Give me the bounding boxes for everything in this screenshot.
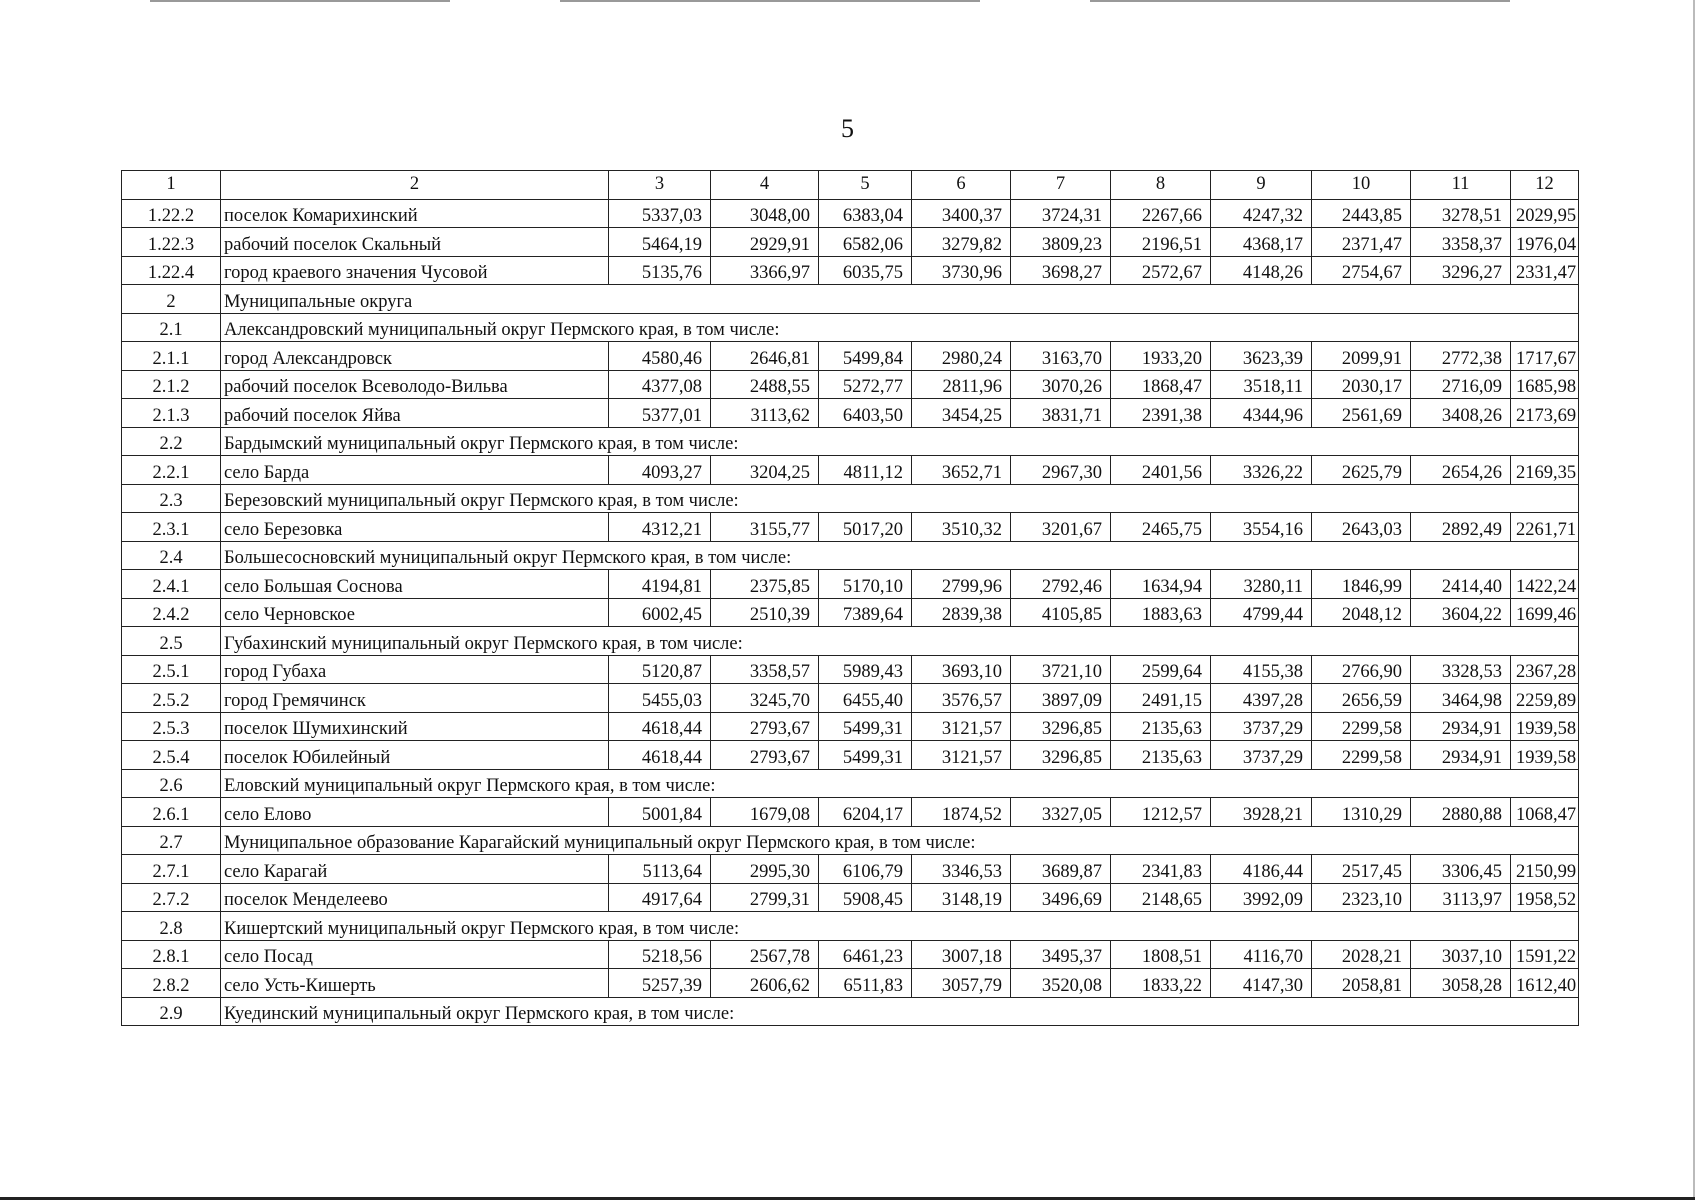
value-cell-col-8: 2465,75 bbox=[1111, 513, 1211, 542]
value-cell-col-6: 3400,37 bbox=[912, 199, 1011, 228]
value-cell-col-12: 2331,47 bbox=[1511, 256, 1579, 285]
table-body bbox=[122, 171, 1579, 1026]
value-cell-col-4: 3204,25 bbox=[711, 456, 819, 485]
table-row bbox=[122, 342, 1579, 371]
group-row bbox=[122, 427, 1579, 456]
value-cell-col-7: 3809,23 bbox=[1011, 228, 1111, 257]
header-cell: 8 bbox=[1111, 171, 1211, 200]
value-cell-col-11: 2772,38 bbox=[1411, 342, 1511, 371]
locality-name: село Елово bbox=[221, 798, 609, 827]
value-cell-col-7: 3327,05 bbox=[1011, 798, 1111, 827]
table-row bbox=[122, 855, 1579, 884]
group-title: Березовский муниципальный округ Пермского края, в том числе: bbox=[221, 484, 1579, 513]
value-cell-col-9: 3326,22 bbox=[1211, 456, 1312, 485]
value-cell-col-6: 3454,25 bbox=[912, 399, 1011, 428]
value-cell-col-8: 2196,51 bbox=[1111, 228, 1211, 257]
value-cell-col-7: 3689,87 bbox=[1011, 855, 1111, 884]
value-cell-col-9: 3737,29 bbox=[1211, 741, 1312, 770]
value-cell-col-12: 2367,28 bbox=[1511, 655, 1579, 684]
value-cell-col-12: 1685,98 bbox=[1511, 370, 1579, 399]
value-cell-col-5: 4811,12 bbox=[819, 456, 912, 485]
value-cell-col-7: 3831,71 bbox=[1011, 399, 1111, 428]
table-row bbox=[122, 370, 1579, 399]
value-cell-col-9: 4247,32 bbox=[1211, 199, 1312, 228]
group-title: Еловский муниципальный округ Пермского края, в том числе: bbox=[221, 769, 1579, 798]
value-cell-col-4: 2646,81 bbox=[711, 342, 819, 371]
value-cell-col-8: 2391,38 bbox=[1111, 399, 1211, 428]
group-row bbox=[122, 313, 1579, 342]
table-row bbox=[122, 798, 1579, 827]
value-cell-col-8: 2491,15 bbox=[1111, 684, 1211, 713]
group-row bbox=[122, 541, 1579, 570]
value-cell-col-8: 2135,63 bbox=[1111, 741, 1211, 770]
table-row bbox=[122, 684, 1579, 713]
value-cell-col-12: 2150,99 bbox=[1511, 855, 1579, 884]
value-cell-col-10: 2754,67 bbox=[1312, 256, 1411, 285]
value-cell-col-4: 3155,77 bbox=[711, 513, 819, 542]
table-row bbox=[122, 570, 1579, 599]
value-cell-col-11: 3278,51 bbox=[1411, 199, 1511, 228]
table-row bbox=[122, 228, 1579, 257]
tariff-table bbox=[121, 170, 1579, 1026]
row-code: 2.8.1 bbox=[122, 940, 221, 969]
header-cell: 1 bbox=[122, 171, 221, 200]
locality-name: село Большая Соснова bbox=[221, 570, 609, 599]
value-cell-col-9: 3737,29 bbox=[1211, 712, 1312, 741]
value-cell-col-7: 2792,46 bbox=[1011, 570, 1111, 599]
value-cell-col-12: 2259,89 bbox=[1511, 684, 1579, 713]
group-row bbox=[122, 627, 1579, 656]
value-cell-col-8: 1634,94 bbox=[1111, 570, 1211, 599]
value-cell-col-8: 1212,57 bbox=[1111, 798, 1211, 827]
value-cell-col-11: 2414,40 bbox=[1411, 570, 1511, 599]
locality-name: село Березовка bbox=[221, 513, 609, 542]
value-cell-col-8: 2267,66 bbox=[1111, 199, 1211, 228]
value-cell-col-3: 6002,45 bbox=[609, 598, 711, 627]
value-cell-col-8: 2135,63 bbox=[1111, 712, 1211, 741]
group-title: Муниципальное образование Карагайский муниципальный округ Пермского края, в том числе: bbox=[221, 826, 1579, 855]
group-row bbox=[122, 285, 1579, 314]
value-cell-col-11: 3037,10 bbox=[1411, 940, 1511, 969]
locality-name: село Черновское bbox=[221, 598, 609, 627]
row-code: 2.6 bbox=[122, 769, 221, 798]
value-cell-col-5: 5499,84 bbox=[819, 342, 912, 371]
value-cell-col-10: 2323,10 bbox=[1312, 883, 1411, 912]
value-cell-col-8: 2572,67 bbox=[1111, 256, 1211, 285]
value-cell-col-12: 1422,24 bbox=[1511, 570, 1579, 599]
value-cell-col-12: 1939,58 bbox=[1511, 712, 1579, 741]
group-row bbox=[122, 997, 1579, 1026]
value-cell-col-8: 1833,22 bbox=[1111, 969, 1211, 998]
value-cell-col-10: 1310,29 bbox=[1312, 798, 1411, 827]
value-cell-col-7: 3495,37 bbox=[1011, 940, 1111, 969]
row-code: 2.1.3 bbox=[122, 399, 221, 428]
locality-name: поселок Шумихинский bbox=[221, 712, 609, 741]
header-row bbox=[122, 171, 1579, 200]
value-cell-col-9: 3554,16 bbox=[1211, 513, 1312, 542]
value-cell-col-3: 5455,03 bbox=[609, 684, 711, 713]
header-cell: 6 bbox=[912, 171, 1011, 200]
value-cell-col-3: 4194,81 bbox=[609, 570, 711, 599]
value-cell-col-6: 3652,71 bbox=[912, 456, 1011, 485]
value-cell-col-10: 2371,47 bbox=[1312, 228, 1411, 257]
value-cell-col-5: 6403,50 bbox=[819, 399, 912, 428]
value-cell-col-12: 1939,58 bbox=[1511, 741, 1579, 770]
value-cell-col-3: 4093,27 bbox=[609, 456, 711, 485]
table-row bbox=[122, 598, 1579, 627]
value-cell-col-8: 2401,56 bbox=[1111, 456, 1211, 485]
value-cell-col-5: 6455,40 bbox=[819, 684, 912, 713]
table-row bbox=[122, 741, 1579, 770]
table-row bbox=[122, 399, 1579, 428]
locality-name: село Барда bbox=[221, 456, 609, 485]
value-cell-col-10: 2058,81 bbox=[1312, 969, 1411, 998]
header-cell: 12 bbox=[1511, 171, 1579, 200]
value-cell-col-5: 6511,83 bbox=[819, 969, 912, 998]
value-cell-col-6: 3121,57 bbox=[912, 741, 1011, 770]
value-cell-col-9: 4799,44 bbox=[1211, 598, 1312, 627]
locality-name: поселок Юбилейный bbox=[221, 741, 609, 770]
row-code: 2.6.1 bbox=[122, 798, 221, 827]
value-cell-col-3: 4580,46 bbox=[609, 342, 711, 371]
table-row bbox=[122, 940, 1579, 969]
value-cell-col-6: 3693,10 bbox=[912, 655, 1011, 684]
value-cell-col-10: 2625,79 bbox=[1312, 456, 1411, 485]
value-cell-col-5: 6204,17 bbox=[819, 798, 912, 827]
value-cell-col-12: 1591,22 bbox=[1511, 940, 1579, 969]
locality-name: село Карагай bbox=[221, 855, 609, 884]
value-cell-col-7: 3070,26 bbox=[1011, 370, 1111, 399]
value-cell-col-3: 5218,56 bbox=[609, 940, 711, 969]
value-cell-col-9: 4155,38 bbox=[1211, 655, 1312, 684]
value-cell-col-11: 2880,88 bbox=[1411, 798, 1511, 827]
row-code: 2.3 bbox=[122, 484, 221, 513]
value-cell-col-6: 3057,79 bbox=[912, 969, 1011, 998]
value-cell-col-11: 3464,98 bbox=[1411, 684, 1511, 713]
value-cell-col-12: 1068,47 bbox=[1511, 798, 1579, 827]
value-cell-col-4: 3366,97 bbox=[711, 256, 819, 285]
group-row bbox=[122, 484, 1579, 513]
value-cell-col-8: 1868,47 bbox=[1111, 370, 1211, 399]
value-cell-col-9: 3623,39 bbox=[1211, 342, 1312, 371]
value-cell-col-10: 2299,58 bbox=[1312, 712, 1411, 741]
locality-name: город краевого значения Чусовой bbox=[221, 256, 609, 285]
value-cell-col-3: 5377,01 bbox=[609, 399, 711, 428]
header-cell: 10 bbox=[1312, 171, 1411, 200]
value-cell-col-5: 5499,31 bbox=[819, 712, 912, 741]
group-title: Бардымский муниципальный округ Пермского края, в том числе: bbox=[221, 427, 1579, 456]
value-cell-col-4: 2793,67 bbox=[711, 741, 819, 770]
value-cell-col-10: 2766,90 bbox=[1312, 655, 1411, 684]
row-code: 2.7.2 bbox=[122, 883, 221, 912]
group-title: Куединский муниципальный округ Пермского края, в том числе: bbox=[221, 997, 1579, 1026]
value-cell-col-7: 3721,10 bbox=[1011, 655, 1111, 684]
value-cell-col-6: 3346,53 bbox=[912, 855, 1011, 884]
value-cell-col-11: 3358,37 bbox=[1411, 228, 1511, 257]
header-cell: 2 bbox=[221, 171, 609, 200]
group-title: Большесосновский муниципальный округ Пермского края, в том числе: bbox=[221, 541, 1579, 570]
locality-name: поселок Менделеево bbox=[221, 883, 609, 912]
value-cell-col-5: 5170,10 bbox=[819, 570, 912, 599]
value-cell-col-10: 2656,59 bbox=[1312, 684, 1411, 713]
value-cell-col-12: 1958,52 bbox=[1511, 883, 1579, 912]
value-cell-col-11: 2716,09 bbox=[1411, 370, 1511, 399]
value-cell-col-6: 3148,19 bbox=[912, 883, 1011, 912]
page-number: 5 bbox=[841, 114, 854, 143]
group-row bbox=[122, 826, 1579, 855]
value-cell-col-9: 4148,26 bbox=[1211, 256, 1312, 285]
value-cell-col-6: 2980,24 bbox=[912, 342, 1011, 371]
value-cell-col-3: 5337,03 bbox=[609, 199, 711, 228]
value-cell-col-3: 4917,64 bbox=[609, 883, 711, 912]
value-cell-col-12: 2169,35 bbox=[1511, 456, 1579, 485]
header-cell: 3 bbox=[609, 171, 711, 200]
value-cell-col-6: 2839,38 bbox=[912, 598, 1011, 627]
value-cell-col-6: 3279,82 bbox=[912, 228, 1011, 257]
value-cell-col-4: 1679,08 bbox=[711, 798, 819, 827]
scan-artifact bbox=[1090, 0, 1510, 2]
value-cell-col-7: 4105,85 bbox=[1011, 598, 1111, 627]
scan-artifact bbox=[150, 0, 450, 2]
table-row bbox=[122, 513, 1579, 542]
value-cell-col-7: 3496,69 bbox=[1011, 883, 1111, 912]
value-cell-col-10: 2030,17 bbox=[1312, 370, 1411, 399]
value-cell-col-4: 2488,55 bbox=[711, 370, 819, 399]
locality-name: город Александровск bbox=[221, 342, 609, 371]
value-cell-col-4: 2799,31 bbox=[711, 883, 819, 912]
value-cell-col-9: 3518,11 bbox=[1211, 370, 1312, 399]
header-cell: 5 bbox=[819, 171, 912, 200]
value-cell-col-7: 3163,70 bbox=[1011, 342, 1111, 371]
value-cell-col-8: 1808,51 bbox=[1111, 940, 1211, 969]
locality-name: село Посад bbox=[221, 940, 609, 969]
value-cell-col-11: 3604,22 bbox=[1411, 598, 1511, 627]
value-cell-col-4: 3048,00 bbox=[711, 199, 819, 228]
value-cell-col-8: 2599,64 bbox=[1111, 655, 1211, 684]
value-cell-col-4: 3113,62 bbox=[711, 399, 819, 428]
value-cell-col-5: 7389,64 bbox=[819, 598, 912, 627]
row-code: 1.22.4 bbox=[122, 256, 221, 285]
row-code: 2.5 bbox=[122, 627, 221, 656]
value-cell-col-3: 5120,87 bbox=[609, 655, 711, 684]
value-cell-col-6: 3007,18 bbox=[912, 940, 1011, 969]
value-cell-col-10: 2299,58 bbox=[1312, 741, 1411, 770]
row-code: 2.5.2 bbox=[122, 684, 221, 713]
value-cell-col-9: 4397,28 bbox=[1211, 684, 1312, 713]
value-cell-col-6: 3730,96 bbox=[912, 256, 1011, 285]
value-cell-col-8: 1883,63 bbox=[1111, 598, 1211, 627]
value-cell-col-6: 1874,52 bbox=[912, 798, 1011, 827]
value-cell-col-10: 2517,45 bbox=[1312, 855, 1411, 884]
value-cell-col-9: 4116,70 bbox=[1211, 940, 1312, 969]
value-cell-col-7: 2967,30 bbox=[1011, 456, 1111, 485]
value-cell-col-11: 3328,53 bbox=[1411, 655, 1511, 684]
row-code: 2.1.1 bbox=[122, 342, 221, 371]
group-title: Александровский муниципальный округ Пермского края, в том числе: bbox=[221, 313, 1579, 342]
value-cell-col-4: 2510,39 bbox=[711, 598, 819, 627]
scan-artifact bbox=[560, 0, 980, 2]
table-row bbox=[122, 969, 1579, 998]
value-cell-col-6: 2811,96 bbox=[912, 370, 1011, 399]
value-cell-col-9: 3992,09 bbox=[1211, 883, 1312, 912]
value-cell-col-5: 6035,75 bbox=[819, 256, 912, 285]
table-row bbox=[122, 456, 1579, 485]
row-code: 2.8.2 bbox=[122, 969, 221, 998]
value-cell-col-9: 4344,96 bbox=[1211, 399, 1312, 428]
value-cell-col-3: 4377,08 bbox=[609, 370, 711, 399]
value-cell-col-5: 5499,31 bbox=[819, 741, 912, 770]
value-cell-col-11: 2934,91 bbox=[1411, 712, 1511, 741]
value-cell-col-3: 5464,19 bbox=[609, 228, 711, 257]
value-cell-col-4: 3245,70 bbox=[711, 684, 819, 713]
value-cell-col-5: 5017,20 bbox=[819, 513, 912, 542]
value-cell-col-3: 5113,64 bbox=[609, 855, 711, 884]
value-cell-col-12: 2173,69 bbox=[1511, 399, 1579, 428]
value-cell-col-4: 2606,62 bbox=[711, 969, 819, 998]
row-code: 2.2 bbox=[122, 427, 221, 456]
tariff-table-container bbox=[121, 170, 1578, 1026]
value-cell-col-8: 2148,65 bbox=[1111, 883, 1211, 912]
value-cell-col-11: 3113,97 bbox=[1411, 883, 1511, 912]
row-code: 2.4.2 bbox=[122, 598, 221, 627]
row-code: 2.4 bbox=[122, 541, 221, 570]
row-code: 2.2.1 bbox=[122, 456, 221, 485]
group-title: Губахинский муниципальный округ Пермского края, в том числе: bbox=[221, 627, 1579, 656]
table-row bbox=[122, 199, 1579, 228]
value-cell-col-8: 2341,83 bbox=[1111, 855, 1211, 884]
value-cell-col-11: 3296,27 bbox=[1411, 256, 1511, 285]
value-cell-col-4: 2567,78 bbox=[711, 940, 819, 969]
value-cell-col-8: 1933,20 bbox=[1111, 342, 1211, 371]
value-cell-col-11: 3058,28 bbox=[1411, 969, 1511, 998]
group-title: Муниципальные округа bbox=[221, 285, 1579, 314]
value-cell-col-7: 3201,67 bbox=[1011, 513, 1111, 542]
locality-name: рабочий поселок Скальный bbox=[221, 228, 609, 257]
value-cell-col-7: 3520,08 bbox=[1011, 969, 1111, 998]
value-cell-col-6: 3121,57 bbox=[912, 712, 1011, 741]
value-cell-col-11: 2654,26 bbox=[1411, 456, 1511, 485]
value-cell-col-3: 5135,76 bbox=[609, 256, 711, 285]
value-cell-col-6: 2799,96 bbox=[912, 570, 1011, 599]
row-code: 2.8 bbox=[122, 912, 221, 941]
value-cell-col-10: 1846,99 bbox=[1312, 570, 1411, 599]
row-code: 2.5.4 bbox=[122, 741, 221, 770]
row-code: 2.9 bbox=[122, 997, 221, 1026]
value-cell-col-5: 5989,43 bbox=[819, 655, 912, 684]
value-cell-col-11: 2934,91 bbox=[1411, 741, 1511, 770]
table-row bbox=[122, 883, 1579, 912]
row-code: 2.3.1 bbox=[122, 513, 221, 542]
row-code: 2.7.1 bbox=[122, 855, 221, 884]
value-cell-col-5: 6582,06 bbox=[819, 228, 912, 257]
value-cell-col-5: 6461,23 bbox=[819, 940, 912, 969]
value-cell-col-7: 3296,85 bbox=[1011, 741, 1111, 770]
value-cell-col-10: 2561,69 bbox=[1312, 399, 1411, 428]
value-cell-col-12: 1612,40 bbox=[1511, 969, 1579, 998]
value-cell-col-10: 2048,12 bbox=[1312, 598, 1411, 627]
locality-name: рабочий поселок Всеволодо-Вильва bbox=[221, 370, 609, 399]
value-cell-col-12: 1717,67 bbox=[1511, 342, 1579, 371]
row-code: 2.4.1 bbox=[122, 570, 221, 599]
header-cell: 4 bbox=[711, 171, 819, 200]
header-cell: 11 bbox=[1411, 171, 1511, 200]
value-cell-col-11: 3306,45 bbox=[1411, 855, 1511, 884]
value-cell-col-10: 2643,03 bbox=[1312, 513, 1411, 542]
row-code: 1.22.3 bbox=[122, 228, 221, 257]
value-cell-col-9: 3928,21 bbox=[1211, 798, 1312, 827]
value-cell-col-3: 4618,44 bbox=[609, 741, 711, 770]
value-cell-col-5: 5272,77 bbox=[819, 370, 912, 399]
value-cell-col-12: 2029,95 bbox=[1511, 199, 1579, 228]
value-cell-col-10: 2028,21 bbox=[1312, 940, 1411, 969]
value-cell-col-6: 3576,57 bbox=[912, 684, 1011, 713]
value-cell-col-9: 4147,30 bbox=[1211, 969, 1312, 998]
value-cell-col-12: 1699,46 bbox=[1511, 598, 1579, 627]
header-cell: 7 bbox=[1011, 171, 1111, 200]
value-cell-col-7: 3698,27 bbox=[1011, 256, 1111, 285]
locality-name: поселок Комарихинский bbox=[221, 199, 609, 228]
row-code: 2 bbox=[122, 285, 221, 314]
value-cell-col-5: 6106,79 bbox=[819, 855, 912, 884]
table-row bbox=[122, 712, 1579, 741]
locality-name: село Усть-Кишерть bbox=[221, 969, 609, 998]
row-code: 2.5.1 bbox=[122, 655, 221, 684]
row-code: 2.1 bbox=[122, 313, 221, 342]
group-row bbox=[122, 769, 1579, 798]
value-cell-col-7: 3724,31 bbox=[1011, 199, 1111, 228]
locality-name: рабочий поселок Яйва bbox=[221, 399, 609, 428]
value-cell-col-3: 5257,39 bbox=[609, 969, 711, 998]
value-cell-col-4: 3358,57 bbox=[711, 655, 819, 684]
value-cell-col-10: 2443,85 bbox=[1312, 199, 1411, 228]
value-cell-col-5: 6383,04 bbox=[819, 199, 912, 228]
row-code: 2.5.3 bbox=[122, 712, 221, 741]
value-cell-col-3: 4618,44 bbox=[609, 712, 711, 741]
locality-name: город Губаха bbox=[221, 655, 609, 684]
value-cell-col-4: 2375,85 bbox=[711, 570, 819, 599]
group-row bbox=[122, 912, 1579, 941]
table-row bbox=[122, 256, 1579, 285]
table-row bbox=[122, 655, 1579, 684]
value-cell-col-12: 2261,71 bbox=[1511, 513, 1579, 542]
value-cell-col-3: 4312,21 bbox=[609, 513, 711, 542]
value-cell-col-4: 2929,91 bbox=[711, 228, 819, 257]
locality-name: город Гремячинск bbox=[221, 684, 609, 713]
row-code: 1.22.2 bbox=[122, 199, 221, 228]
group-title: Кишертский муниципальный округ Пермского края, в том числе: bbox=[221, 912, 1579, 941]
value-cell-col-5: 5908,45 bbox=[819, 883, 912, 912]
value-cell-col-7: 3897,09 bbox=[1011, 684, 1111, 713]
header-cell: 9 bbox=[1211, 171, 1312, 200]
value-cell-col-6: 3510,32 bbox=[912, 513, 1011, 542]
row-code: 2.1.2 bbox=[122, 370, 221, 399]
value-cell-col-3: 5001,84 bbox=[609, 798, 711, 827]
value-cell-col-12: 1976,04 bbox=[1511, 228, 1579, 257]
value-cell-col-4: 2793,67 bbox=[711, 712, 819, 741]
value-cell-col-11: 2892,49 bbox=[1411, 513, 1511, 542]
row-code: 2.7 bbox=[122, 826, 221, 855]
value-cell-col-11: 3408,26 bbox=[1411, 399, 1511, 428]
value-cell-col-9: 4368,17 bbox=[1211, 228, 1312, 257]
value-cell-col-9: 3280,11 bbox=[1211, 570, 1312, 599]
value-cell-col-9: 4186,44 bbox=[1211, 855, 1312, 884]
value-cell-col-4: 2995,30 bbox=[711, 855, 819, 884]
value-cell-col-10: 2099,91 bbox=[1312, 342, 1411, 371]
value-cell-col-7: 3296,85 bbox=[1011, 712, 1111, 741]
